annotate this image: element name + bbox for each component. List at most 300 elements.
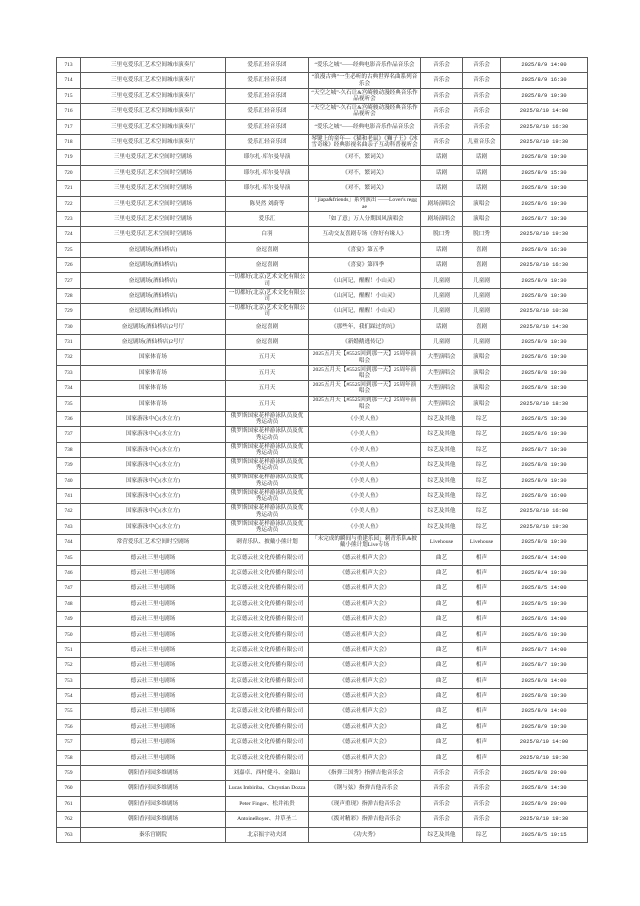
subcategory-cell: 儿童剧: [463, 288, 501, 303]
category-cell: 曲艺: [421, 735, 463, 750]
subcategory-cell: 儿童剧: [463, 304, 501, 319]
performer-cell: 五月天: [226, 381, 309, 396]
category-cell: 综艺及其他: [421, 827, 463, 842]
row-number-cell: 758: [57, 750, 81, 765]
table-row: [57, 581, 588, 596]
subcategory-cell: 演唱会: [463, 350, 501, 365]
venue-cell: 德云社三里屯剧场: [81, 673, 226, 688]
show-title-cell: 《德云社相声大会》: [309, 596, 421, 611]
show-title-cell: 《小美人鱼》: [309, 442, 421, 457]
datetime-cell: 2025/8/8 20:00: [501, 765, 588, 780]
venue-cell: 国家体育场: [81, 365, 226, 380]
subcategory-cell: 综艺: [463, 488, 501, 503]
performer-cell: 俄罗斯国家花样游泳队员及优秀运动员: [226, 519, 309, 534]
category-cell: 剧场演唱会: [421, 211, 463, 226]
row-number-cell: 732: [57, 350, 81, 365]
subcategory-cell: 相声: [463, 673, 501, 688]
subcategory-cell: 儿童剧: [463, 273, 501, 288]
datetime-cell: 2025/8/10 19:30: [501, 812, 588, 827]
show-title-cell: 《小美人鱼》: [309, 427, 421, 442]
datetime-cell: 2025/8/7 19:30: [501, 442, 588, 457]
performer-cell: 一切都好(北京)艺术文化有限公司: [226, 288, 309, 303]
performer-cell: 爱乐汇轻音乐团: [226, 73, 309, 88]
show-title-cell: 《对不，繁词关》: [309, 150, 421, 165]
performer-cell: 耶尔扎·库尔曼导演: [226, 150, 309, 165]
venue-cell: 德云社三里屯剧场: [81, 581, 226, 596]
row-number-cell: 751: [57, 642, 81, 657]
row-number-cell: 734: [57, 381, 81, 396]
subcategory-cell: 相声: [463, 550, 501, 565]
table-row: [57, 104, 588, 119]
row-number-cell: 727: [57, 273, 81, 288]
subcategory-cell: 音乐会: [463, 88, 501, 103]
subcategory-cell: 综艺: [463, 504, 501, 519]
datetime-cell: 2025/8/5 14:00: [501, 581, 588, 596]
row-number-cell: 737: [57, 427, 81, 442]
datetime-cell: 2025/8/8 19:30: [501, 150, 588, 165]
category-cell: 话剧: [421, 258, 463, 273]
datetime-cell: 2025/8/10 19:30: [501, 519, 588, 534]
table-row: [57, 181, 588, 196]
subcategory-cell: 相声: [463, 581, 501, 596]
row-number-cell: 728: [57, 288, 81, 303]
table-row: [57, 134, 588, 149]
show-title-cell: “天空之城”-久石让&宫崎骏动漫经典音乐作品视听会: [309, 88, 421, 103]
table-row: [57, 750, 588, 765]
subcategory-cell: 综艺: [463, 427, 501, 442]
table-row: [57, 612, 588, 627]
show-title-cell: 《小美人鱼》: [309, 519, 421, 534]
show-title-cell: 《对不，繁词关》: [309, 165, 421, 180]
venue-cell: 德云社三里屯剧场: [81, 627, 226, 642]
show-title-cell: 《德云社相声大会》: [309, 735, 421, 750]
performer-cell: 北京德云社文化传播有限公司: [226, 658, 309, 673]
row-number-cell: 730: [57, 319, 81, 334]
show-title-cell: “天空之城”-久石让&宫崎骏动漫经典音乐作品视听会: [309, 104, 421, 119]
datetime-cell: 2025/8/10 16:00: [501, 504, 588, 519]
performer-cell: Lucas Imbiriba、Chrystian Dozza: [226, 781, 309, 796]
table-row: [57, 504, 588, 519]
category-cell: 大型演唱会: [421, 396, 463, 411]
category-cell: 音乐会: [421, 134, 463, 149]
show-title-cell: 《现声重现》指弹吉他音乐会: [309, 796, 421, 811]
subcategory-cell: 相声: [463, 565, 501, 580]
performer-cell: 俄罗斯国家花样游泳队员及优秀运动员: [226, 442, 309, 457]
show-title-cell: 《小美人鱼》: [309, 458, 421, 473]
subcategory-cell: 话剧: [463, 165, 501, 180]
category-cell: 音乐会: [421, 812, 463, 827]
row-number-cell: 760: [57, 781, 81, 796]
datetime-cell: 2025/8/9 18:30: [501, 381, 588, 396]
table-row: [57, 304, 588, 319]
row-number-cell: 749: [57, 612, 81, 627]
subcategory-cell: 话剧: [463, 150, 501, 165]
row-number-cell: 729: [57, 304, 81, 319]
category-cell: 儿童剧: [421, 273, 463, 288]
venue-cell: 三里屯爱乐汇艺术空间城市演奏厅: [81, 104, 226, 119]
datetime-cell: 2025/8/10 14:00: [501, 735, 588, 750]
datetime-cell: 2025/8/9 10:30: [501, 335, 588, 350]
venue-cell: 德云社三里屯剧场: [81, 612, 226, 627]
category-cell: 曲艺: [421, 689, 463, 704]
show-title-cell: 《新婚鹅逃传记》: [309, 335, 421, 350]
row-number-cell: 714: [57, 73, 81, 88]
performer-cell: 俄罗斯国家花样游泳队员及优秀运动员: [226, 411, 309, 426]
show-title-cell: 《德云社相声大会》: [309, 673, 421, 688]
show-title-cell: 《小美人鱼》: [309, 411, 421, 426]
datetime-cell: 2025/8/9 10:30: [501, 288, 588, 303]
datetime-cell: 2025/8/9 19:30: [501, 719, 588, 734]
performer-cell: 爱乐汇轻音乐团: [226, 104, 309, 119]
performer-cell: 俄罗斯国家花样游泳队员及优秀运动员: [226, 427, 309, 442]
table-row: [57, 550, 588, 565]
category-cell: 儿童剧: [421, 335, 463, 350]
row-number-cell: 756: [57, 719, 81, 734]
venue-cell: 国家游泳中心(水立方): [81, 442, 226, 457]
table-row: [57, 642, 588, 657]
show-title-cell: 《对不，繁词关》: [309, 181, 421, 196]
row-number-cell: 724: [57, 227, 81, 242]
datetime-cell: 2025/8/10 19:30: [501, 750, 588, 765]
performer-cell: 北京德云社文化传播有限公司: [226, 735, 309, 750]
performer-cell: 北京德云社文化传播有限公司: [226, 750, 309, 765]
row-number-cell: 761: [57, 796, 81, 811]
row-number-cell: 743: [57, 519, 81, 534]
datetime-cell: 2025/8/9 16:00: [501, 488, 588, 503]
show-title-cell: 《山河记，醒醒！小山灵》: [309, 273, 421, 288]
table-row: [57, 396, 588, 411]
show-title-cell: 2025五月天【#5525回到那一天】25周年演唱会: [309, 381, 421, 396]
datetime-cell: 2025/8/9 14:00: [501, 58, 588, 73]
venue-cell: 德云社三里屯剧场: [81, 550, 226, 565]
row-number-cell: 715: [57, 88, 81, 103]
show-title-cell: 2025五月天【#5525回到那一天】25周年演唱会: [309, 350, 421, 365]
performer-cell: 一切都好(北京)艺术文化有限公司: [226, 304, 309, 319]
show-title-cell: 2025五月天【#5525回到那一天】25周年演唱会: [309, 396, 421, 411]
table-row: [57, 519, 588, 534]
subcategory-cell: 演唱会: [463, 396, 501, 411]
row-number-cell: 717: [57, 119, 81, 134]
category-cell: 音乐会: [421, 765, 463, 780]
row-number-cell: 746: [57, 565, 81, 580]
subcategory-cell: 综艺: [463, 827, 501, 842]
performer-cell: 奋逗喜剧: [226, 242, 309, 257]
datetime-cell: 2025/8/10 10:30: [501, 304, 588, 319]
performer-cell: 北京德云社文化传播有限公司: [226, 673, 309, 688]
datetime-cell: 2025/8/9 14:30: [501, 781, 588, 796]
category-cell: Livehouse: [421, 535, 463, 550]
show-title-cell: 琴键上的童年—《猫和老鼠》《狮子王》《冰雪奇缘》经典影视名曲亲子互动科普视听会: [309, 134, 421, 149]
table-row: [57, 165, 588, 180]
show-title-cell: 《德云社相声大会》: [309, 658, 421, 673]
row-number-cell: 733: [57, 365, 81, 380]
venue-cell: 国家体育场: [81, 381, 226, 396]
subcategory-cell: 音乐会: [463, 104, 501, 119]
datetime-cell: 2025/8/9 19:30: [501, 181, 588, 196]
row-number-cell: 720: [57, 165, 81, 180]
performer-cell: 爱乐汇轻音乐团: [226, 58, 309, 73]
venue-cell: 三里屯爱乐汇艺术空间城市演奏厅: [81, 88, 226, 103]
venue-cell: 德云社三里屯剧场: [81, 735, 226, 750]
subcategory-cell: 相声: [463, 596, 501, 611]
category-cell: 曲艺: [421, 550, 463, 565]
category-cell: 话剧: [421, 165, 463, 180]
venue-cell: 德云社三里屯剧场: [81, 658, 226, 673]
row-number-cell: 731: [57, 335, 81, 350]
table-row: [57, 812, 588, 827]
table-row: [57, 196, 588, 211]
show-title-cell: 《喜宴》第五季: [309, 242, 421, 257]
datetime-cell: 2025/8/8 19:30: [501, 365, 588, 380]
table-row: [57, 365, 588, 380]
venue-cell: 三里屯爱乐汇艺术空间城市演奏厅: [81, 119, 226, 134]
venue-cell: 朝阳香河园多维剧场: [81, 796, 226, 811]
subcategory-cell: 喜剧: [463, 319, 501, 334]
datetime-cell: 2025/8/9 15:30: [501, 165, 588, 180]
performer-cell: 奋逗喜剧: [226, 258, 309, 273]
datetime-cell: 2025/8/4 14:00: [501, 550, 588, 565]
datetime-cell: 2025/8/9 20:00: [501, 796, 588, 811]
datetime-cell: 2025/8/6 19:30: [501, 196, 588, 211]
table-row: [57, 319, 588, 334]
row-number-cell: 753: [57, 673, 81, 688]
venue-cell: 奋逗剧场(酒仙桥店): [81, 273, 226, 288]
show-title-cell: 《小美人鱼》: [309, 504, 421, 519]
venue-cell: 德云社三里屯剧场: [81, 565, 226, 580]
venue-cell: 常营爱乐汇艺术空间时空剧场: [81, 535, 226, 550]
category-cell: 曲艺: [421, 642, 463, 657]
row-number-cell: 740: [57, 473, 81, 488]
performer-cell: 北京德云社文化传播有限公司: [226, 550, 309, 565]
show-title-cell: 《德云社相声大会》: [309, 581, 421, 596]
venue-cell: 三里屯爱乐汇艺术空间城市演奏厅: [81, 73, 226, 88]
datetime-cell: 2025/8/4 19:30: [501, 565, 588, 580]
show-title-cell: 「jiapa&friends」系列演出 ——Lover's reggae: [309, 196, 421, 211]
datetime-cell: 2025/8/7 14:00: [501, 642, 588, 657]
table-row: [57, 704, 588, 719]
show-title-cell: “爱乐之城”——经典电影音乐作品音乐会: [309, 58, 421, 73]
row-number-cell: 723: [57, 211, 81, 226]
show-title-cell: 《那些年，我们踩过的坑》: [309, 319, 421, 334]
category-cell: 综艺及其他: [421, 519, 463, 534]
performer-cell: 耶尔扎·库尔曼导演: [226, 165, 309, 180]
table-row: [57, 381, 588, 396]
datetime-cell: 2025/8/9 19:30: [501, 88, 588, 103]
subcategory-cell: 综艺: [463, 442, 501, 457]
venue-cell: 奋逗剧场(酒仙桥店): [81, 258, 226, 273]
table-body: [57, 58, 588, 843]
category-cell: 曲艺: [421, 612, 463, 627]
performer-cell: AntoineBoyer、井草圣二: [226, 812, 309, 827]
datetime-cell: 2025/8/5 19:30: [501, 596, 588, 611]
performer-cell: 爱乐汇: [226, 211, 309, 226]
venue-cell: 国家体育场: [81, 396, 226, 411]
subcategory-cell: 音乐会: [463, 812, 501, 827]
category-cell: 曲艺: [421, 750, 463, 765]
subcategory-cell: 演唱会: [463, 381, 501, 396]
datetime-cell: 2025/8/10 16:30: [501, 258, 588, 273]
table-row: [57, 150, 588, 165]
subcategory-cell: 脱口秀: [463, 227, 501, 242]
table-row: [57, 350, 588, 365]
show-title-cell: “爱乐之城”——经典电影音乐作品音乐会: [309, 119, 421, 134]
row-number-cell: 747: [57, 581, 81, 596]
performer-cell: 俄罗斯国家花样游泳队员及优秀运动员: [226, 504, 309, 519]
subcategory-cell: 演唱会: [463, 196, 501, 211]
venue-cell: 奋逗剧场(酒仙桥店): [81, 288, 226, 303]
venue-cell: 德云社三里屯剧场: [81, 719, 226, 734]
subcategory-cell: 儿童剧: [463, 335, 501, 350]
performer-cell: 北京振宇功夫团: [226, 827, 309, 842]
category-cell: 曲艺: [421, 673, 463, 688]
show-title-cell: 「如了意」万人分期国风演唱会: [309, 211, 421, 226]
table-row: [57, 627, 588, 642]
table-row: [57, 335, 588, 350]
show-title-cell: 《德云社相声大会》: [309, 750, 421, 765]
venue-cell: 朝阳香河园多维剧场: [81, 812, 226, 827]
performer-cell: 俄罗斯国家花样游泳队员及优秀运动员: [226, 458, 309, 473]
show-title-cell: 《指弹三国秀》指弹吉他音乐会: [309, 765, 421, 780]
datetime-cell: 2025/8/7 19:30: [501, 658, 588, 673]
table-row: [57, 689, 588, 704]
row-number-cell: 762: [57, 812, 81, 827]
table-row: [57, 288, 588, 303]
performer-cell: 北京德云社文化传播有限公司: [226, 719, 309, 734]
subcategory-cell: 音乐会: [463, 73, 501, 88]
venue-cell: 奋逗剧场(酒仙桥店): [81, 304, 226, 319]
category-cell: 儿童剧: [421, 304, 463, 319]
subcategory-cell: 喜剧: [463, 242, 501, 257]
venue-cell: 三里屯爱乐汇艺术空间城市演奏厅: [81, 134, 226, 149]
performer-cell: 奋逗喜剧: [226, 335, 309, 350]
show-title-cell: 「未完成的瞬间与重建乐园」刺青乐队&披戴小熊计划Live专场: [309, 535, 421, 550]
subcategory-cell: 演唱会: [463, 365, 501, 380]
row-number-cell: 722: [57, 196, 81, 211]
datetime-cell: 2025/8/9 19:30: [501, 473, 588, 488]
category-cell: 剧场演唱会: [421, 196, 463, 211]
category-cell: 综艺及其他: [421, 427, 463, 442]
show-title-cell: 《德云社相声大会》: [309, 565, 421, 580]
venue-cell: 国家游泳中心(水立方): [81, 488, 226, 503]
category-cell: 话剧: [421, 181, 463, 196]
row-number-cell: 759: [57, 765, 81, 780]
table-row: [57, 458, 588, 473]
venue-cell: 德云社三里屯剧场: [81, 704, 226, 719]
venue-cell: 朝阳香河园多维剧场: [81, 765, 226, 780]
row-number-cell: 725: [57, 242, 81, 257]
subcategory-cell: 相声: [463, 658, 501, 673]
subcategory-cell: 综艺: [463, 411, 501, 426]
row-number-cell: 742: [57, 504, 81, 519]
venue-cell: 奋逗剧场(酒仙桥店)2号厅: [81, 335, 226, 350]
row-number-cell: 750: [57, 627, 81, 642]
subcategory-cell: 话剧: [463, 181, 501, 196]
category-cell: 儿童剧: [421, 288, 463, 303]
subcategory-cell: 演唱会: [463, 211, 501, 226]
row-number-cell: 721: [57, 181, 81, 196]
subcategory-cell: 综艺: [463, 473, 501, 488]
show-title-cell: 《德云社相声大会》: [309, 642, 421, 657]
row-number-cell: 752: [57, 658, 81, 673]
show-title-cell: 《钢与弦》指弹吉他音乐会: [309, 781, 421, 796]
subcategory-cell: 喜剧: [463, 258, 501, 273]
performer-cell: 白羽: [226, 227, 309, 242]
row-number-cell: 755: [57, 704, 81, 719]
venue-cell: 国家游泳中心(水立方): [81, 473, 226, 488]
subcategory-cell: 相声: [463, 642, 501, 657]
performer-cell: 爱乐汇轻音乐团: [226, 119, 309, 134]
performer-cell: 北京德云社文化传播有限公司: [226, 581, 309, 596]
table-row: [57, 565, 588, 580]
subcategory-cell: 相声: [463, 612, 501, 627]
table-row: [57, 673, 588, 688]
table-row: [57, 488, 588, 503]
show-title-cell: 《德云社相声大会》: [309, 719, 421, 734]
venue-cell: 国家体育场: [81, 350, 226, 365]
row-number-cell: 757: [57, 735, 81, 750]
table-row: [57, 119, 588, 134]
performer-cell: 北京德云社文化传播有限公司: [226, 627, 309, 642]
category-cell: 音乐会: [421, 796, 463, 811]
datetime-cell: 2025/8/10 14:00: [501, 104, 588, 119]
category-cell: 话剧: [421, 150, 463, 165]
venue-cell: 三里屯爱乐汇艺术空间时空剧场: [81, 150, 226, 165]
table-row: [57, 596, 588, 611]
datetime-cell: 2025/8/9 10:30: [501, 273, 588, 288]
subcategory-cell: 综艺: [463, 519, 501, 534]
table-row: [57, 411, 588, 426]
venue-cell: 三里屯爱乐汇艺术空间时空剧场: [81, 165, 226, 180]
venue-cell: 三里屯爱乐汇艺术空间时空剧场: [81, 227, 226, 242]
table-row: [57, 442, 588, 457]
table-row: [57, 227, 588, 242]
row-number-cell: 726: [57, 258, 81, 273]
datetime-cell: 2025/8/6 19:30: [501, 627, 588, 642]
performer-cell: 刺青乐队、披戴小熊计划: [226, 535, 309, 550]
datetime-cell: 2025/8/10 19:30: [501, 227, 588, 242]
performer-cell: 刘嘉卓、西村健斗、金銀山: [226, 765, 309, 780]
performer-cell: 俄罗斯国家花样游泳队员及优秀运动员: [226, 473, 309, 488]
venue-cell: 德云社三里屯剧场: [81, 596, 226, 611]
subcategory-cell: 相声: [463, 735, 501, 750]
show-title-cell: “浪漫古典”一生必听的古典世界名曲系列音乐会: [309, 73, 421, 88]
category-cell: 音乐会: [421, 781, 463, 796]
venue-cell: 国家游泳中心(水立方): [81, 504, 226, 519]
category-cell: 大型演唱会: [421, 350, 463, 365]
row-number-cell: 739: [57, 458, 81, 473]
subcategory-cell: 音乐会: [463, 58, 501, 73]
row-number-cell: 718: [57, 134, 81, 149]
table-row: [57, 765, 588, 780]
category-cell: 曲艺: [421, 704, 463, 719]
venue-cell: 朝阳香河园多维剧场: [81, 781, 226, 796]
subcategory-cell: 音乐会: [463, 796, 501, 811]
row-number-cell: 745: [57, 550, 81, 565]
show-title-cell: 《山河记，醒醒！小山灵》: [309, 304, 421, 319]
datetime-cell: 2025/8/10 18:30: [501, 396, 588, 411]
datetime-cell: 2025/8/8 14:00: [501, 673, 588, 688]
venue-cell: 国家游泳中心(水立方): [81, 458, 226, 473]
venue-cell: 三里屯爱乐汇艺术空间时空剧场: [81, 196, 226, 211]
performer-cell: 耶尔扎·库尔曼导演: [226, 181, 309, 196]
category-cell: 曲艺: [421, 565, 463, 580]
performance-schedule-table: [56, 57, 588, 843]
category-cell: 综艺及其他: [421, 488, 463, 503]
category-cell: 曲艺: [421, 719, 463, 734]
category-cell: 音乐会: [421, 119, 463, 134]
datetime-cell: 2025/8/8 19:30: [501, 458, 588, 473]
venue-cell: 三里屯爱乐汇艺术空间城市演奏厅: [81, 58, 226, 73]
